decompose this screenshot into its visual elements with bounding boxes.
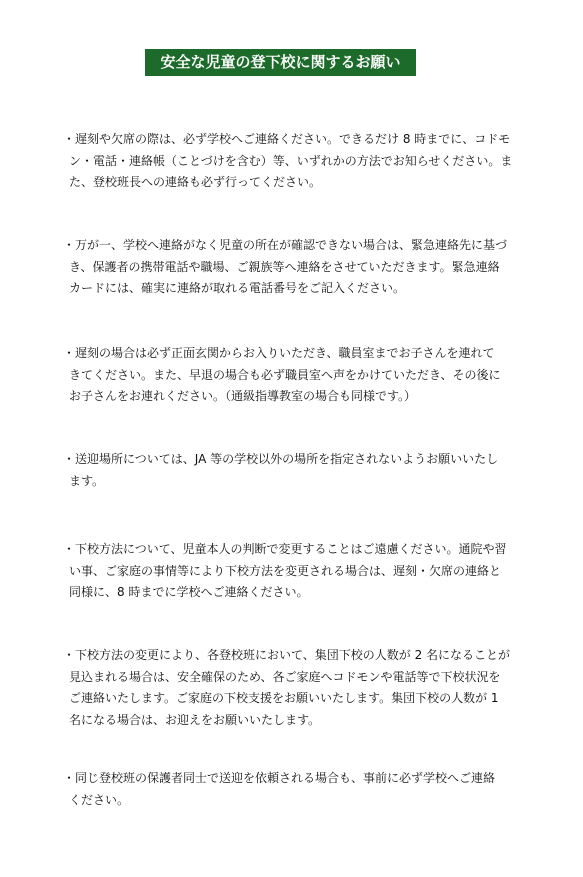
bullet: ・ bbox=[63, 648, 76, 662]
notice-item bbox=[63, 645, 528, 731]
notice-item bbox=[63, 768, 528, 811]
notice-line: た、登校班長への連絡も必ず行ってください。 bbox=[69, 175, 322, 189]
notice-item bbox=[63, 129, 528, 194]
notice-item bbox=[63, 343, 528, 408]
notice-line: お子さんをお連れください。（通級指導教室の場合も同様です。） bbox=[69, 389, 417, 403]
notice-line: ます。 bbox=[69, 473, 105, 488]
notice-line: ・送迎場所については、JA 等の学校以外の場所を指定されないようお願いいたし bbox=[63, 452, 499, 466]
bullet: ・ bbox=[63, 542, 76, 556]
notice-line: カードには、確実に連絡が取れる電話番号をご記入ください。 bbox=[69, 281, 406, 295]
bullet: ・ bbox=[63, 238, 76, 252]
notice-line: ン・電話・連絡帳（ことづけを含む）等、いずれかの方法でお知らせください。ま bbox=[69, 153, 513, 168]
notice-line: 見込まれる場合は、安全確保のため、各ご家庭へコドモンや電話等で下校状況を bbox=[69, 669, 501, 684]
notice-line: きてください。また、早退の場合も必ず職員室へ声をかけていただき、その後に bbox=[69, 367, 501, 382]
page-title: 安全な児童の登下校に関するお願い bbox=[145, 49, 416, 76]
bullet: ・ bbox=[63, 452, 76, 466]
bullet: ・ bbox=[63, 771, 76, 785]
bullet: ・ bbox=[63, 346, 76, 360]
notice-line: ・遅刻の場合は必ず正面玄関からお入りいただき、職員室までお子さんを連れて bbox=[63, 346, 495, 360]
notice-line: ・下校方法の変更により、各登校班において、集団下校の人数が 2 名になることが bbox=[63, 648, 511, 662]
notice-line: い事、ご家庭の事情等により下校方法を変更される場合は、遅刻・欠席の連絡と bbox=[69, 563, 502, 578]
notice-line: ご連絡いたします。ご家庭の下校支援をお願いいたします。集団下校の人数が 1 bbox=[69, 691, 499, 705]
notice-line: 名になる場合は、お迎えをお願いいたします。 bbox=[69, 712, 321, 727]
notice-line: ・遅刻や欠席の際は、必ず学校へご連絡ください。できるだけ 8 時までに、コドモ bbox=[63, 132, 511, 146]
notice-line: ・下校方法について、児童本人の判断で変更することはご遠慮ください。通院や習 bbox=[63, 542, 507, 556]
notice-line: ください。 bbox=[69, 792, 130, 807]
notice-line: 同様に、8 時までに学校へご連絡ください。 bbox=[69, 585, 309, 599]
notice-line: ・万が一、学校へ連絡がなく児童の所在が確認できない場合は、緊急連絡先に基づ bbox=[63, 238, 508, 252]
notice-item bbox=[63, 235, 528, 300]
notice-item bbox=[63, 449, 528, 492]
notice-item bbox=[63, 539, 528, 604]
bullet: ・ bbox=[63, 132, 76, 146]
notice-line: ・同じ登校班の保護者同士で送迎を依頼される場合も、事前に必ず学校へご連絡 bbox=[63, 771, 496, 785]
notice-line: き、保護者の携帯電話や職場、ご親族等へ連絡をさせていただきます。緊急連絡 bbox=[69, 259, 500, 274]
